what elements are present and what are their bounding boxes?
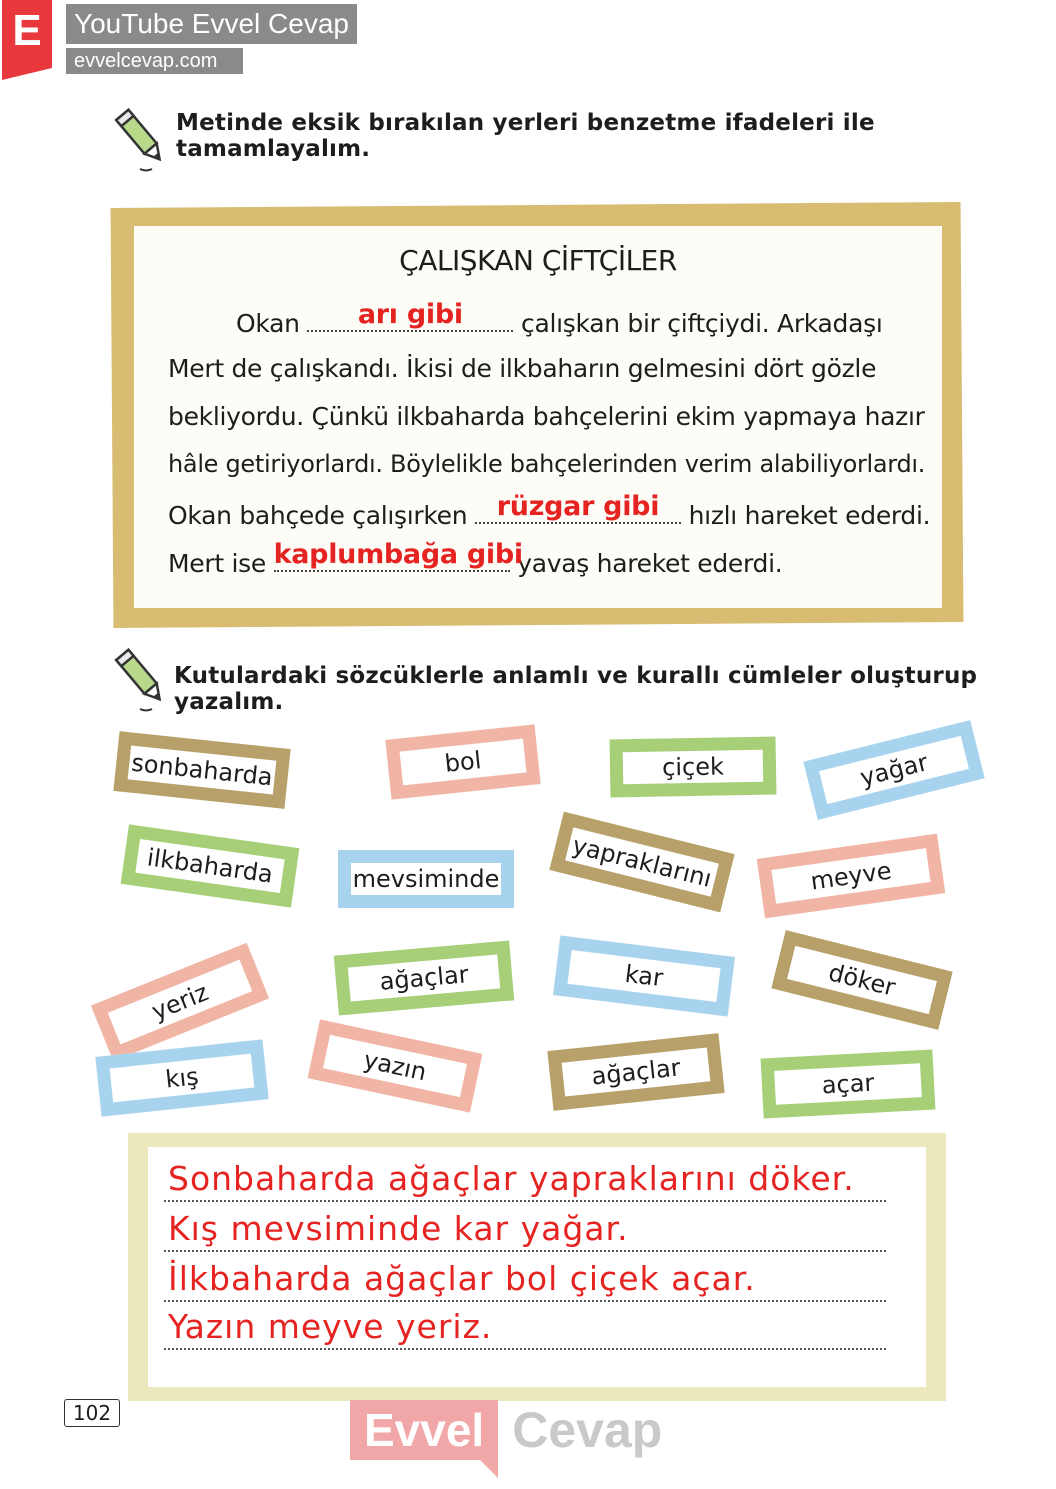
word-card: mevsiminde bbox=[338, 850, 514, 908]
answer-line-2 bbox=[164, 1210, 886, 1252]
story-text: yavaş hareket ederdi. bbox=[517, 549, 783, 578]
blank-2 bbox=[475, 491, 681, 524]
answer-sentence-2: Kış mevsiminde kar yağar. bbox=[168, 1209, 629, 1248]
brand-badge bbox=[2, 0, 52, 68]
word-card: yapraklarını bbox=[549, 812, 734, 913]
story-title: ÇALIŞKAN ÇİFTÇİLER bbox=[399, 244, 677, 277]
word-card: meyve bbox=[757, 834, 946, 919]
story-line-1 bbox=[236, 299, 883, 338]
word-card: açar bbox=[761, 1050, 936, 1119]
footer-logo-cevap: Cevap bbox=[512, 1402, 663, 1458]
instruction-2: Kutulardaki sözcüklerle anlamlı ve kurallı cümleler oluşturup yazalım. bbox=[174, 663, 978, 715]
story-line-3: bekliyordu. Çünkü ilkbaharda bahçelerini ekim yapmaya hazır bbox=[168, 402, 925, 431]
blank-3 bbox=[273, 539, 523, 572]
word-card: kış bbox=[95, 1039, 268, 1116]
word-card: ağaçlar bbox=[334, 940, 515, 1015]
word-card: ilkbaharda bbox=[121, 824, 300, 907]
brand-url: evvelcevap.com bbox=[66, 48, 243, 74]
word-card: sonbaharda bbox=[113, 731, 290, 809]
answer-sentence-3: İlkbaharda ağaçlar bol çiçek açar. bbox=[168, 1259, 756, 1298]
answer-sentence-4: Yazın meyve yeriz. bbox=[168, 1307, 493, 1346]
pencil-icon bbox=[112, 103, 174, 173]
answer-line-1 bbox=[164, 1160, 886, 1202]
footer-logo bbox=[350, 1400, 662, 1460]
story-text: Okan bahçede çalışırken bbox=[168, 501, 468, 530]
page-number: 102 bbox=[64, 1399, 120, 1427]
story-line-2: Mert de çalışkandı. İkisi de ilkbaharın gelmesini dört gözle bbox=[168, 354, 877, 383]
answer-sentence-1: Sonbaharda ağaçlar yapraklarını döker. bbox=[168, 1159, 855, 1198]
answer-2: rüzgar gibi bbox=[496, 491, 660, 522]
answer-line-3 bbox=[164, 1260, 886, 1302]
story-line-4: hâle getiriyorlardı. Böylelikle bahçelerinden verim alabiliyorlardı. bbox=[168, 450, 926, 478]
word-card: yağar bbox=[803, 720, 984, 820]
word-card: yeriz bbox=[91, 943, 269, 1062]
pencil-icon bbox=[112, 643, 174, 713]
story-text: Okan bbox=[236, 309, 300, 338]
story-line-6 bbox=[168, 539, 783, 578]
word-card: kar bbox=[553, 935, 735, 1016]
blank-1 bbox=[307, 299, 513, 332]
word-card: bol bbox=[385, 724, 540, 799]
story-text: Mert ise bbox=[168, 549, 266, 578]
story-line-5 bbox=[168, 491, 931, 530]
word-card: ağaçlar bbox=[547, 1033, 724, 1111]
word-card: döker bbox=[771, 930, 952, 1030]
story-text: hızlı hareket ederdi. bbox=[688, 501, 931, 530]
answer-1: arı gibi bbox=[357, 299, 463, 330]
answer-3: kaplumbağa gibi bbox=[273, 539, 523, 570]
brand-title: YouTube Evvel Cevap bbox=[66, 4, 357, 44]
answer-line-4 bbox=[164, 1308, 886, 1350]
brand-letter: E bbox=[12, 6, 42, 55]
footer-logo-evvel: Evvel bbox=[350, 1400, 498, 1460]
word-card: yazın bbox=[308, 1019, 483, 1112]
story-text: çalışkan bir çiftçiydi. Arkadaşı bbox=[521, 309, 883, 338]
word-card: çiçek bbox=[610, 737, 777, 798]
instruction-1: Metinde eksik bırakılan yerleri benzetme ifadeleri ile tamamlayalım. bbox=[176, 110, 875, 162]
